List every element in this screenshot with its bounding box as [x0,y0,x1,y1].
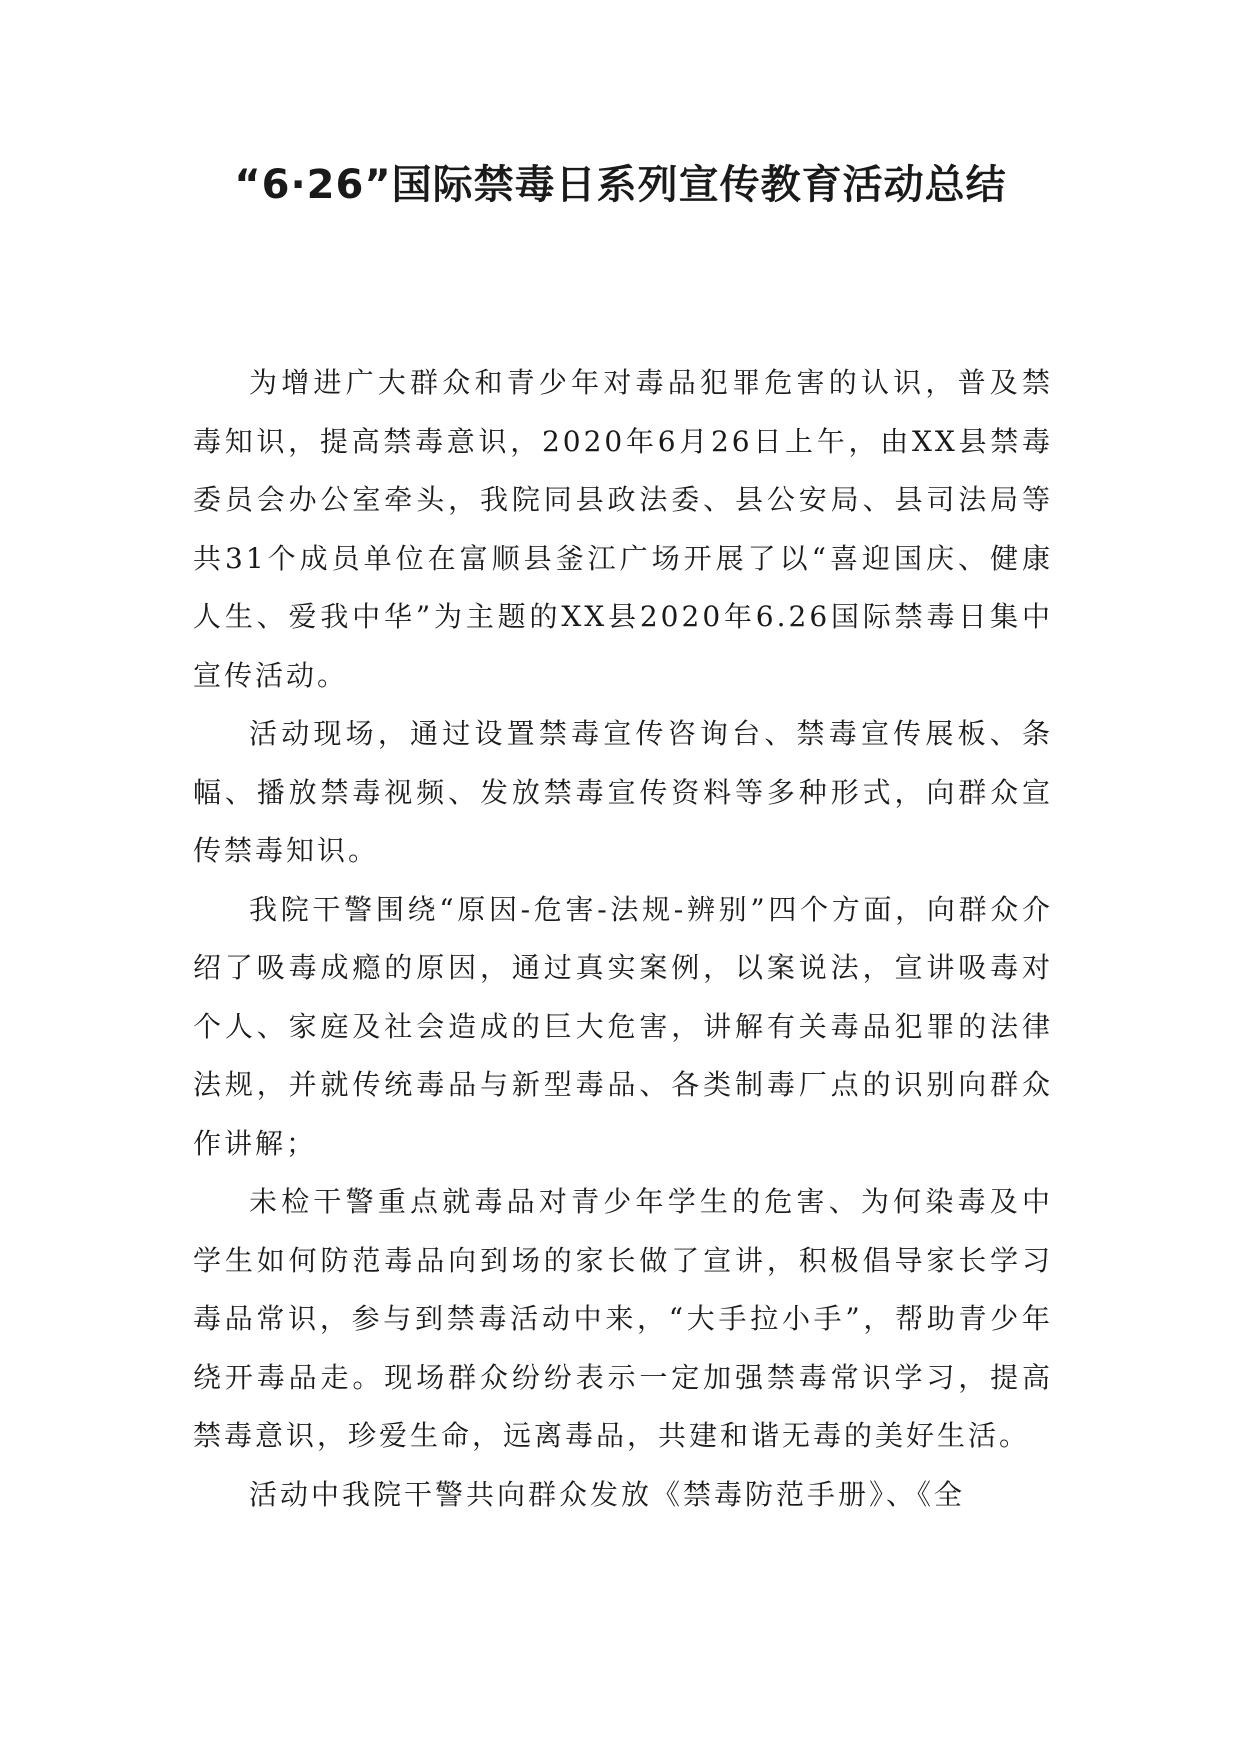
body-paragraph-2: 活动现场，通过设置禁毒宣传咨询台、禁毒宣传展板、条幅、播放禁毒视频、发放禁毒宣传资料等多种形式，向群众宣传禁毒知识。 [193,717,1053,867]
body-paragraph-5: 活动中我院干警共向群众发放《禁毒防范手册》、《全 [249,1477,966,1511]
body-paragraph-4: 未检干警重点就毒品对青少年学生的危害、为何染毒及中学生如何防范毒品向到场的家长做了宣讲，积极倡导家长学习毒品常识，参与到禁毒活动中来，“大手拉小手”，帮助青少年绕开毒品走。现场群众纷纷表示一定加强禁毒常识学习，提高禁毒意识，珍爱生命，远离毒品，共建和谐无毒的美好生活。 [193,1185,1053,1452]
body-paragraph-1: 为增进广大群众和青少年对毒品犯罪危害的认识，普及禁毒知识，提高禁毒意识，2020年6月26日上午，由XX县禁毒委员会办公室牵头，我院同县政法委、县公安局、县司法局等共31个成员单位在富顺县釜江广场开展了以“喜迎国庆、健康人生、爱我中华”为主题的XX县2020年6.26国际禁毒日集中宣传活动。 [193,366,1053,692]
body-paragraph-3: 我院干警围绕“原因-危害-法规-辨别”四个方面，向群众介绍了吸毒成瘾的原因，通过真实案例，以案说法，宣讲吸毒对个人、家庭及社会造成的巨大危害，讲解有关毒品犯罪的法律法规，并就传统毒品与新型毒品、各类制毒厂点的识别向群众作讲解； [193,892,1053,1160]
document-title: “6·26”国际禁毒日系列宣传教育活动总结 [234,162,1007,208]
document-body [193,354,1053,1524]
